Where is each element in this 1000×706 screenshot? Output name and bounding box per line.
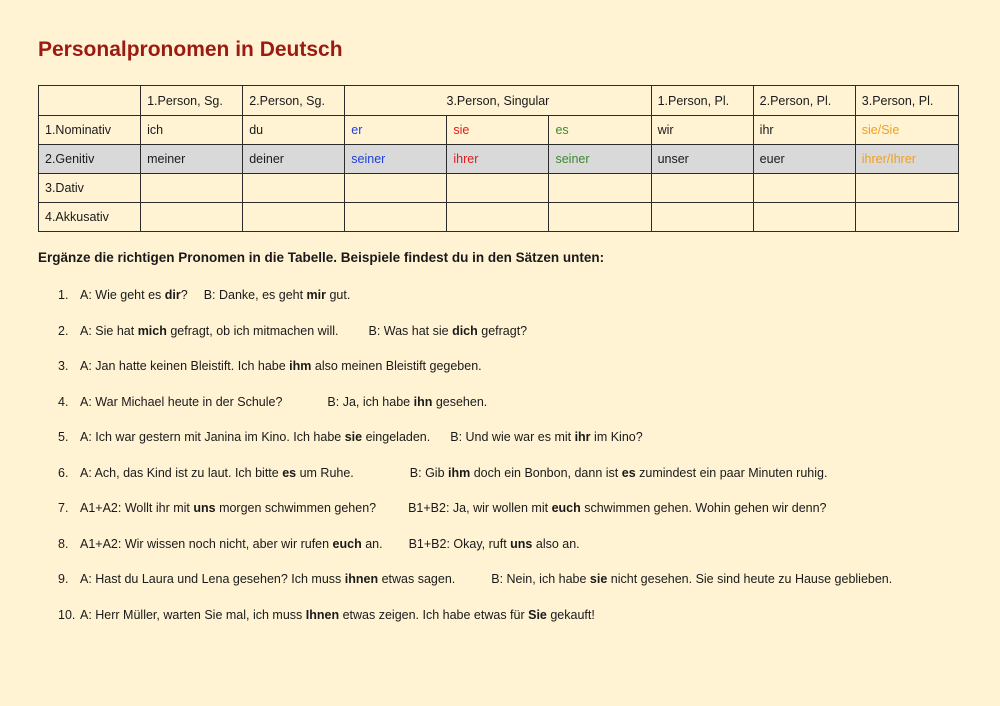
header-cell: 2.Person, Sg. [243, 86, 345, 116]
sentence-list [58, 287, 892, 642]
list-item [58, 429, 892, 465]
row-label: 3.Dativ [39, 174, 141, 203]
speaker-a-text: A1+A2: Wollt ihr mit uns morgen schwimmen gehen? [80, 501, 377, 515]
speaker-b-text: B: Danke, es geht mir gut. [203, 288, 351, 302]
pronoun-table [38, 85, 959, 232]
speaker-a-text: A: War Michael heute in der Schule? [80, 394, 283, 409]
item-number: 6. [58, 465, 69, 480]
table-cell[interactable] [141, 203, 243, 232]
list-item [58, 465, 892, 501]
row-label: 2.Genitiv [39, 145, 141, 174]
speaker-a-text: A1+A2: Wir wissen noch nicht, aber wir rufen euch an. [80, 536, 383, 551]
instruction-text: Ergänze die richtigen Pronomen in die Tabelle. Beispiele findest du in den Sätzen unten: [38, 250, 605, 265]
table-cell: wir [651, 116, 753, 145]
table-cell: es [549, 116, 651, 145]
speaker-a-text: A: Ach, das Kind ist zu laut. Ich bitte es um Ruhe. [80, 465, 354, 480]
table-cell[interactable] [345, 203, 447, 232]
item-number: 9. [58, 572, 69, 586]
table-cell: ihrer [447, 145, 549, 174]
table-cell[interactable] [855, 203, 958, 232]
item-number: 7. [58, 501, 69, 515]
speaker-b-text: B: Ja, ich habe ihn gesehen. [327, 394, 488, 409]
speaker-b-text: B: Und wie war es mit ihr im Kino? [450, 430, 643, 444]
list-item [58, 500, 892, 536]
item-number: 4. [58, 394, 69, 409]
speaker-a-text: A: Sie hat mich gefragt, ob ich mitmachen will. [80, 323, 339, 338]
header-cell: 3.Person, Pl. [855, 86, 958, 116]
speaker-a-text: A: Wie geht es dir? [80, 288, 188, 302]
table-row [39, 203, 959, 232]
item-number: 8. [58, 536, 69, 551]
table-cell: unser [651, 145, 753, 174]
speaker-b-text: B: Nein, ich habe sie nicht gesehen. Sie sind heute zu Hause geblieben. [491, 572, 893, 586]
table-cell[interactable] [753, 203, 855, 232]
speaker-b-text: B: Gib ihm doch ein Bonbon, dann ist es zumindest ein paar Minuten ruhig. [409, 465, 828, 480]
table-cell[interactable] [345, 174, 447, 203]
item-number: 1. [58, 288, 69, 302]
list-item [58, 571, 892, 607]
table-row [39, 145, 959, 174]
table-cell: ich [141, 116, 243, 145]
speaker-a-text: A: Hast du Laura und Lena gesehen? Ich muss ihnen etwas sagen. [80, 572, 456, 586]
table-cell: du [243, 116, 345, 145]
table-row [39, 174, 959, 203]
list-item [58, 287, 892, 323]
table-cell: sie/Sie [855, 116, 958, 145]
table-cell: er [345, 116, 447, 145]
list-item [58, 394, 892, 430]
item-number: 2. [58, 323, 69, 338]
header-cell: 1.Person, Sg. [141, 86, 243, 116]
table-cell[interactable] [141, 174, 243, 203]
header-cell: 3.Person, Singular [345, 86, 651, 116]
speaker-a-text: A: Jan hatte keinen Bleistift. Ich habe ihm also meinen Bleistift gegeben. [80, 359, 482, 373]
table-cell: meiner [141, 145, 243, 174]
speaker-b-text: B1+B2: Ja, wir wollen mit euch schwimmen gehen. Wohin gehen wir denn? [408, 501, 827, 515]
table-cell[interactable] [447, 203, 549, 232]
table-cell[interactable] [549, 203, 651, 232]
header-cell: 2.Person, Pl. [753, 86, 855, 116]
header-cell [39, 86, 141, 116]
item-number: 3. [58, 359, 69, 373]
speaker-b-text: B1+B2: Okay, ruft uns also an. [408, 536, 580, 551]
speaker-a-text: A: Herr Müller, warten Sie mal, ich muss Ihnen etwas zeigen. Ich habe etwas für Sie gekauft! [80, 607, 595, 622]
row-label: 1.Nominativ [39, 116, 141, 145]
page-title: Personalpronomen in Deutsch [38, 38, 343, 61]
list-item [58, 358, 892, 394]
speaker-b-text: B: Was hat sie dich gefragt? [368, 323, 528, 338]
list-item [58, 607, 892, 643]
table-cell[interactable] [651, 203, 753, 232]
speaker-a-text: A: Ich war gestern mit Janina im Kino. Ich habe sie eingeladen. [80, 430, 431, 444]
list-item [58, 323, 892, 359]
table-cell: seiner [549, 145, 651, 174]
table-cell[interactable] [447, 174, 549, 203]
row-label: 4.Akkusativ [39, 203, 141, 232]
table-header-row [39, 86, 959, 116]
table-cell[interactable] [651, 174, 753, 203]
header-cell: 1.Person, Pl. [651, 86, 753, 116]
table-cell[interactable] [549, 174, 651, 203]
table-row [39, 116, 959, 145]
table-cell[interactable] [243, 174, 345, 203]
item-number: 5. [58, 430, 69, 444]
table-cell: deiner [243, 145, 345, 174]
table-cell: seiner [345, 145, 447, 174]
item-number: 10. [58, 607, 76, 622]
table-cell: euer [753, 145, 855, 174]
table-cell[interactable] [243, 203, 345, 232]
table-cell[interactable] [753, 174, 855, 203]
table-cell[interactable] [855, 174, 958, 203]
table-cell: ihrer/Ihrer [855, 145, 958, 174]
list-item [58, 536, 892, 572]
table-cell: ihr [753, 116, 855, 145]
table-cell: sie [447, 116, 549, 145]
